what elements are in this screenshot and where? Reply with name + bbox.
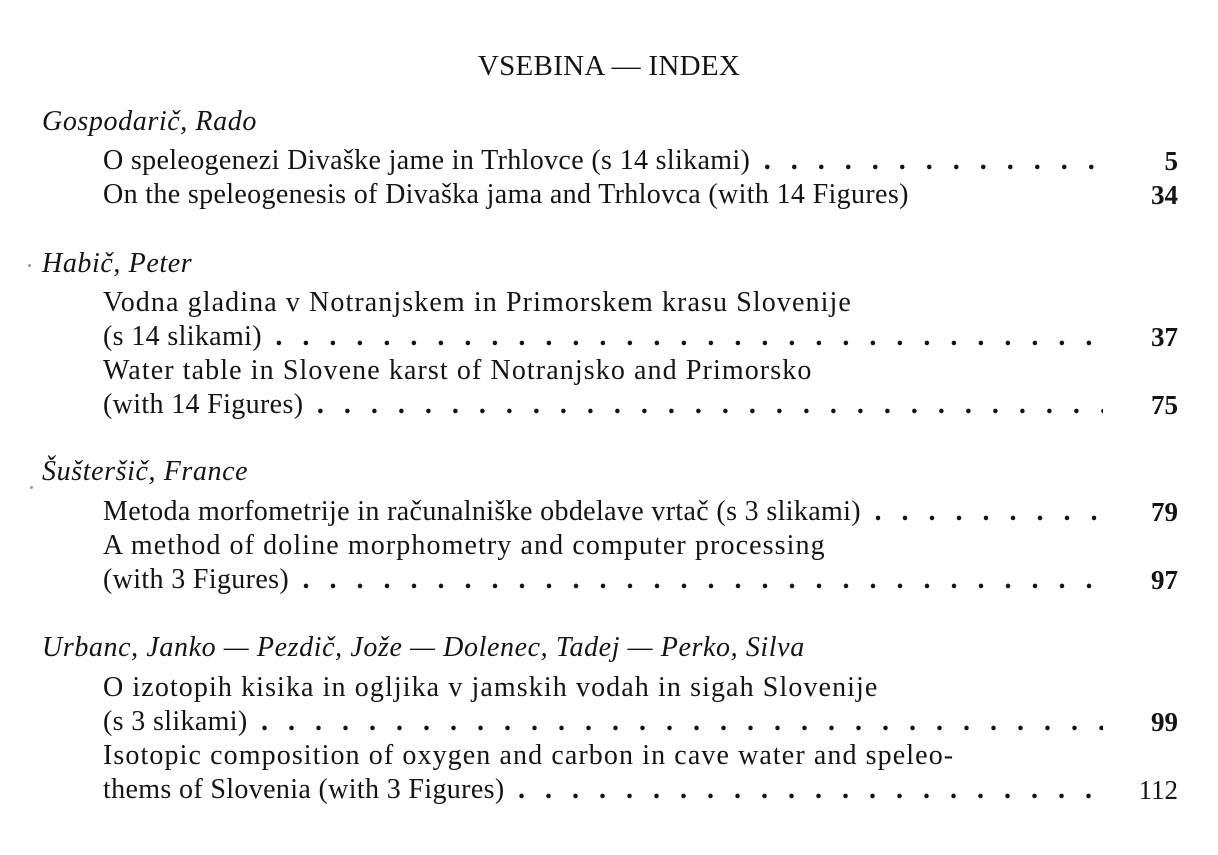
page-number: 37 — [1151, 322, 1178, 352]
page-number: 99 — [1151, 707, 1178, 737]
page-number: 97 — [1151, 565, 1178, 595]
entry-title-english-cont: (with 3 Figures) . . . — [103, 564, 1103, 596]
page-number: 112 — [1138, 775, 1178, 805]
page-number: 34 — [1151, 180, 1178, 210]
author-urbanc-et-al: Urbanc, Janko — Pezdič, Jože — Dolenec, Tadej — Perko, Silva — [42, 632, 805, 663]
entry-title-english: On the speleogenesis of Divaška jama and Trhlovca (with 14 Figures) — [103, 179, 909, 210]
author-habic: Habič, Peter — [42, 248, 193, 279]
scan-speck — [30, 486, 33, 489]
page-title: VSEBINA — INDEX — [477, 50, 741, 82]
entry-title-slovene: Metoda morfometrije in računalniške obdelave vrtač (s 3 slikami) . . . — [103, 496, 1103, 528]
entry-title-slovene: Vodna gladina v Notranjskem in Primorskem krasu Slovenije — [103, 287, 852, 318]
entry-title-english: Water table in Slovene karst of Notranjsko and Primorsko — [103, 355, 813, 386]
entry-title-english: A method of doline morphometry and computer processing — [103, 530, 826, 561]
entry-title-slovene: O speleogenezi Divaške jame in Trhlovce (s 14 slikami) . . . — [103, 145, 1103, 177]
entry-title-english-cont: (with 14 Figures) . . . — [103, 389, 1103, 421]
entry-title-slovene-cont: (s 14 slikami) . . . — [103, 321, 1103, 353]
page-number: 79 — [1151, 497, 1178, 527]
page-number: 75 — [1151, 390, 1178, 420]
entry-title-slovene-cont: (s 3 slikami) . . . — [103, 706, 1103, 738]
entry-title-slovene: O izotopih kisika in ogljika v jamskih vodah in sigah Slovenije — [103, 672, 879, 703]
entry-title-english-cont: thems of Slovenia (with 3 Figures) . . . — [103, 774, 1103, 806]
page-number: 5 — [1164, 146, 1178, 176]
entry-title-english: Isotopic composition of oxygen and carbon in cave water and speleo- — [103, 740, 955, 771]
scan-speck — [28, 264, 31, 267]
author-susteric: Šušteršič, France — [42, 456, 249, 487]
author-gospodaric: Gospodarič, Rado — [42, 106, 257, 137]
